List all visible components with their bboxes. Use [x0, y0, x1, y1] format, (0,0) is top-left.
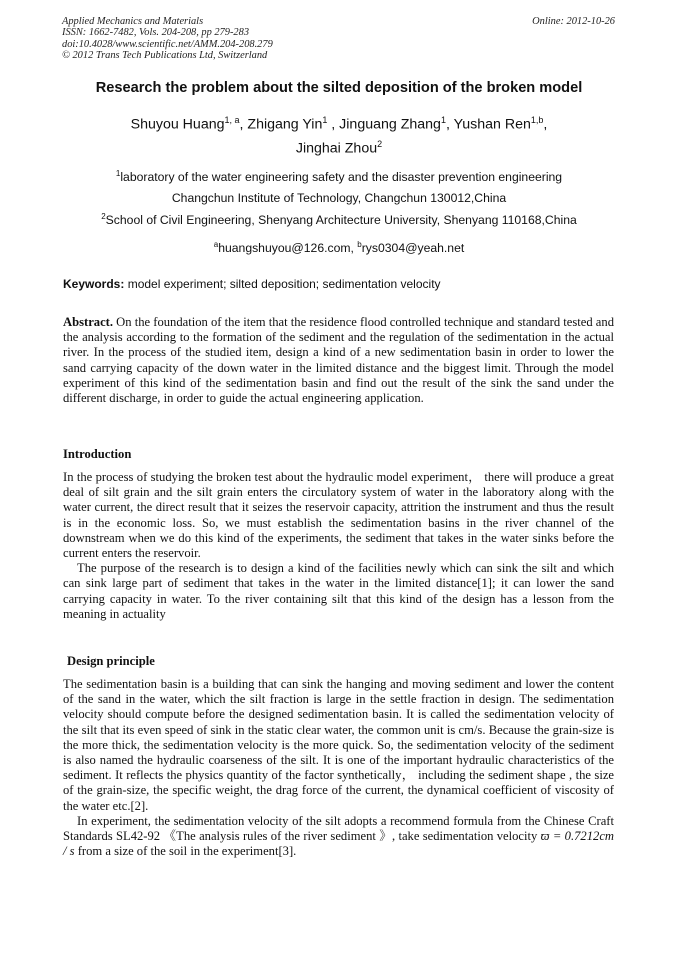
email-mark: a [213, 240, 219, 249]
affil-text: laboratory of the water engineering safety and the disaster prevention engineering [120, 170, 563, 185]
email-line [0, 240, 678, 255]
author-name: , Yushan Ren [445, 116, 531, 133]
paragraph: The sedimentation basin is a building that can sink the hanging and moving sediment and lower the content of the sand in the water, which the silt fraction is large in the settle fraction in design. The sedimentation velocity should compute before the designed sedimentation basin. It is called the sedimentation velocity of the silt that its even speed of sink in the static clear water, the common unit is cm/s. Because the grain-size is the more thick, the sedimentation velocity is the more quick. So, the sedimentation velocity of the sediment is also named the hydraulic coarseness of the silt. It is one of the important hydraulic characteristics of the sediment. It reflects the physics quantity of the factor synthetically， including the sediment shape , the size of the grain-size, the specific weight, the drag force of the current, the dynamical coefficient of viscosity of the water etc.[2]. [63, 677, 614, 813]
affiliation-2 [0, 212, 678, 227]
affiliation-1 [0, 169, 678, 184]
paragraph [63, 814, 614, 860]
affil-text: School of Civil Engineering, Shenyang Architecture University, Shenyang 110168,China [105, 213, 577, 228]
keywords-label: Keywords: [63, 277, 125, 291]
author-name: Shuyou Huang [130, 116, 225, 133]
affil-mark: 1 [115, 169, 121, 178]
paper-title: Research the problem about the silted deposition of the broken model [95, 80, 583, 96]
paragraph-text: In experiment, the sedimentation velocity of the silt adopts a recommend formula from the Chinese Craft Standards SL42-92 《The analysis rules of the river sediment 》, take sedimentation velocity [63, 813, 614, 844]
author-affil-mark: 2 [377, 139, 383, 149]
keywords-text: model experiment; silted deposition; sedimentation velocity [124, 277, 441, 291]
design-body [63, 677, 614, 859]
online-date: Online: 2012-10-26 [532, 16, 615, 27]
email-b[interactable]: rys0304@yeah.net [361, 241, 465, 256]
email-a[interactable]: huangshuyou@126.com, [218, 241, 358, 256]
abstract [63, 315, 614, 406]
author-line-2 [0, 139, 678, 157]
journal-name: Applied Mechanics and Materials [62, 16, 204, 27]
keywords [63, 277, 441, 291]
affiliation-1-line-2: Changchun Institute of Technology, Changchun 130012,China [171, 191, 507, 205]
author-name: , Jinguang Zhang [327, 116, 441, 133]
abstract-text: On the foundation of the item that the residence flood controlled technique and standard tested and the analysis according to the formation of the sediment and the regulation of the sedimentation in the actual river. In the process of the studied item, design a kind of a new sedimentation basin in order to lower the sand carrying capacity of the down water in the limited distance and the biggest limit. Through the model experiment of this kind of the sedimentation basin and find out the result of the sink the sand under the different discharge, in order to guide the actual engineering application. [63, 315, 614, 406]
author-name: , Zhigang Yin [239, 116, 323, 133]
paragraph: In the process of studying the broken test about the hydraulic model experiment， there will produce a great deal of silt grain and the silt grain enters the circulatory system of water in the laboratory along with the water current, the direct result that it seizes the reservoir capacity, attrition the instrument and thus the result is in the economic loss. So, we must establish the sedimentation basins in the river channel of the downstream when we do this kind of the experiments, the sediment that takes in the water sinks before the current enters the reservoir. [63, 470, 614, 561]
paragraph-text: from a size of the soil in the experiment[3]. [74, 844, 297, 859]
abstract-label: Abstract. [63, 315, 114, 329]
author-name: Jinghai Zhou [295, 140, 378, 157]
section-heading-introduction: Introduction [63, 447, 132, 461]
introduction-body [63, 470, 614, 622]
copyright-line: © 2012 Trans Tech Publications Ltd, Switzerland [62, 50, 268, 62]
affil-mark: 2 [101, 212, 106, 221]
author-affil-mark: 1, a [224, 115, 240, 125]
author-affil-mark: 1 [322, 115, 328, 125]
issn-line: ISSN: 1662-7482, Vols. 204-208, pp 279-283 [62, 27, 250, 39]
journal-header [62, 16, 273, 62]
author-affil-mark: 1 [440, 115, 446, 125]
doi-line[interactable]: doi:10.4028/www.scientific.net/AMM.204-208.279 [62, 38, 273, 50]
section-heading-design: Design principle [67, 654, 155, 668]
author-separator: , [543, 116, 548, 133]
author-affil-mark: 1,b [530, 115, 544, 125]
velocity-formula: ϖ = 0.7212cm / s [63, 829, 615, 859]
paragraph: The purpose of the research is to design a kind of the facilities newly which can sink the silt and which can sink large part of sediment that takes in the water in the limited distance[1]; it can lower the sand carrying capacity in water. To the river containing silt that this kind of the design has a lesson from the meaning in actuality [63, 561, 614, 621]
author-line-1 [0, 115, 678, 133]
email-mark: b [357, 240, 362, 249]
